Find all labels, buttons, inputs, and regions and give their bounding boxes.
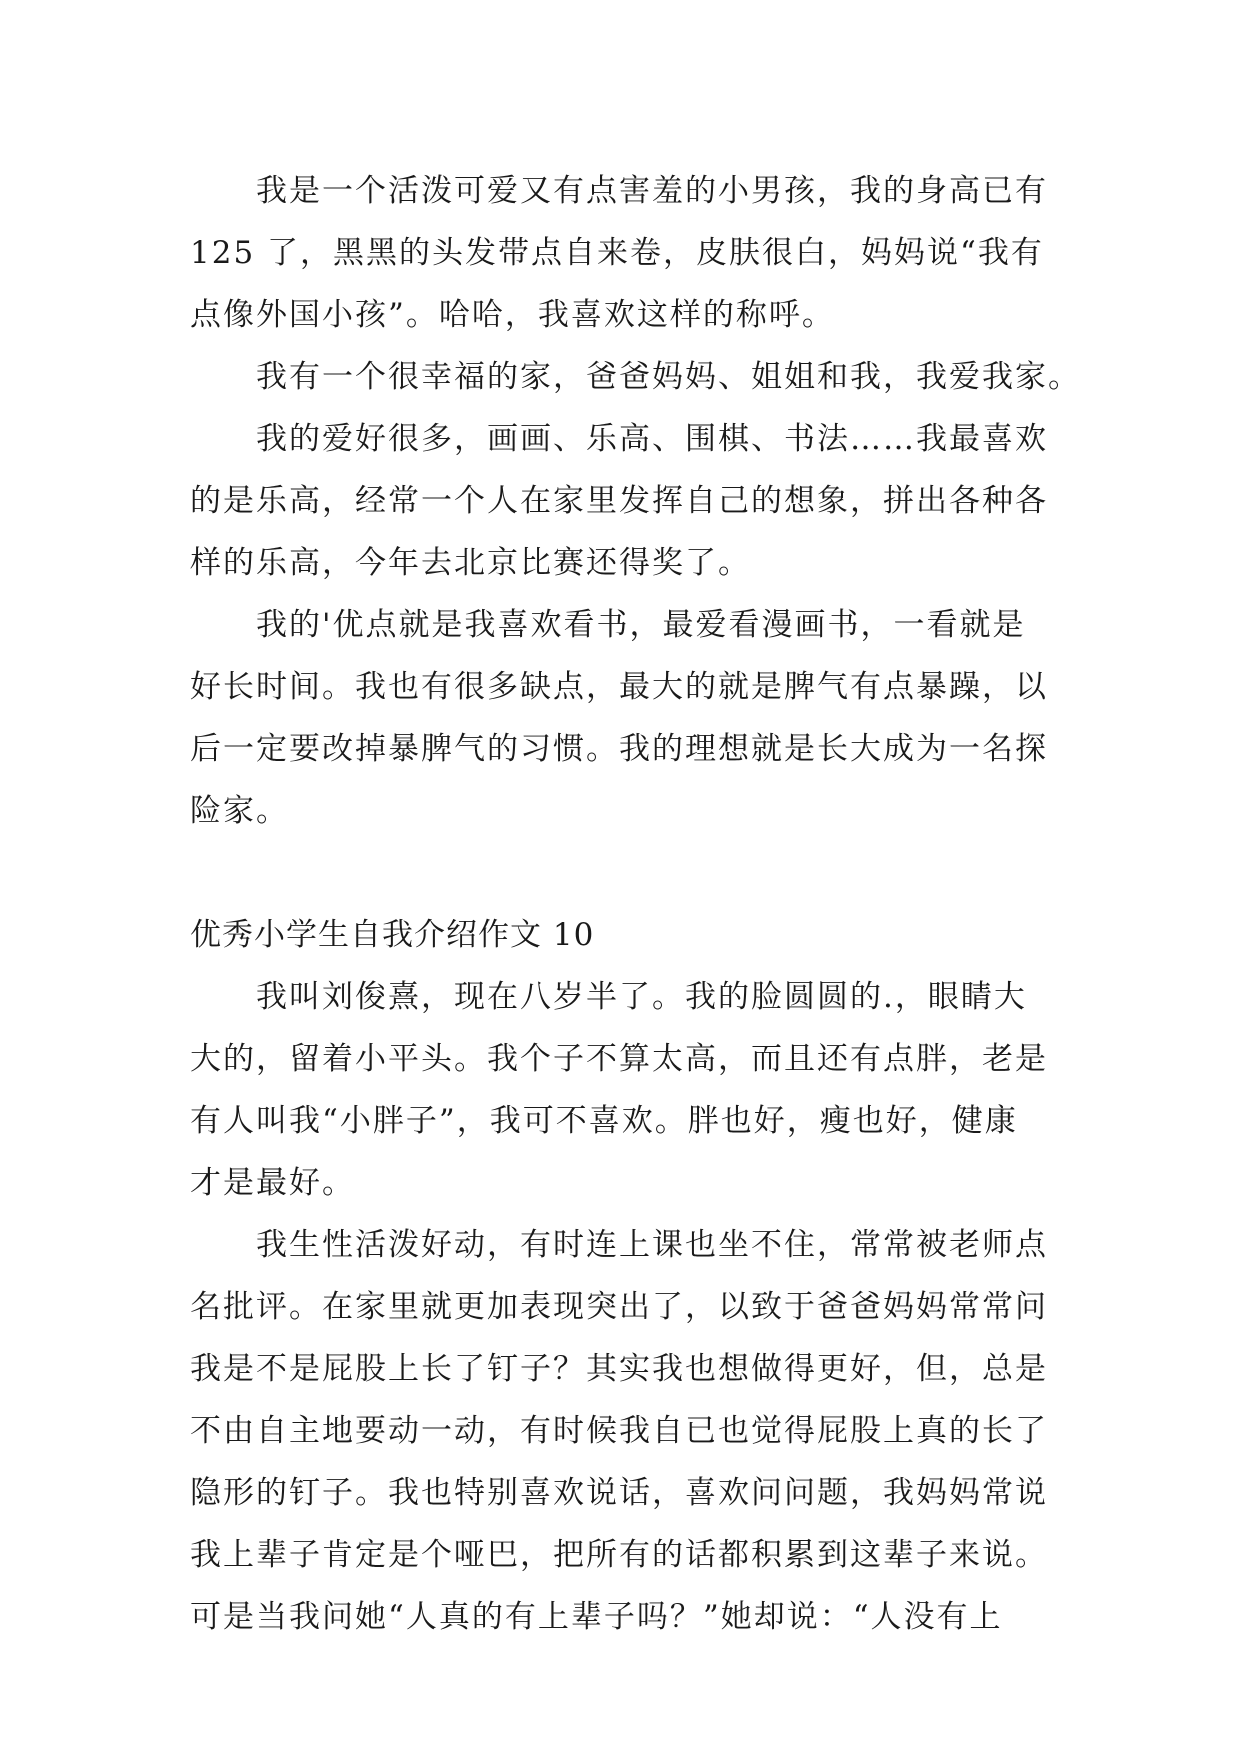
section-spacer bbox=[190, 842, 1070, 904]
text-line: 好长时间。我也有很多缺点，最大的就是脾气有点暴躁，以 bbox=[190, 669, 1048, 705]
text-line: 125 了，黑黑的头发带点自来卷，皮肤很白，妈妈说“我有 bbox=[190, 235, 1044, 271]
paragraph bbox=[190, 1214, 1070, 1648]
text-line: 我是不是屁股上长了钉子？其实我也想做得更好，但，总是 bbox=[190, 1351, 1048, 1387]
text-line: 我有一个很幸福的家，爸爸妈妈、姐姐和我，我爱我家。 bbox=[256, 359, 1081, 395]
text-line: 大的，留着小平头。我个子不算太高，而且还有点胖，老是 bbox=[190, 1041, 1048, 1077]
text-line: 才是最好。 bbox=[190, 1165, 355, 1201]
text-line: 点像外国小孩”。哈哈，我喜欢这样的称呼。 bbox=[190, 297, 835, 333]
paragraph bbox=[190, 160, 1070, 346]
text-line: 我生性活泼好动，有时连上课也坐不住，常常被老师点 bbox=[256, 1227, 1048, 1263]
text-line: 我上辈子肯定是个哑巴，把所有的话都积累到这辈子来说。 bbox=[190, 1537, 1048, 1573]
paragraph bbox=[190, 966, 1070, 1214]
section-title: 优秀小学生自我介绍作文 10 bbox=[190, 917, 595, 953]
text-line: 后一定要改掉暴脾气的习惯。我的理想就是长大成为一名探 bbox=[190, 731, 1048, 767]
text-line: 险家。 bbox=[190, 793, 289, 829]
text-line: 不由自主地要动一动，有时候我自已也觉得屁股上真的长了 bbox=[190, 1413, 1048, 1449]
text-line: 有人叫我“小胖子”，我可不喜欢。胖也好，瘦也好，健康 bbox=[190, 1103, 1018, 1139]
text-line: 的是乐高，经常一个人在家里发挥自己的想象，拼出各种各 bbox=[190, 483, 1048, 519]
text-line: 我是一个活泼可爱又有点害羞的小男孩，我的身高已有 bbox=[256, 173, 1048, 209]
text-line: 可是当我问她“人真的有上辈子吗？”她却说：“人没有上 bbox=[190, 1599, 1003, 1635]
text-line: 名批评。在家里就更加表现突出了，以致于爸爸妈妈常常问 bbox=[190, 1289, 1048, 1325]
text-line: 隐形的钉子。我也特别喜欢说话，喜欢问问题，我妈妈常说 bbox=[190, 1475, 1048, 1511]
text-line: 样的乐高，今年去北京比赛还得奖了。 bbox=[190, 545, 751, 581]
paragraph bbox=[190, 346, 1081, 408]
paragraph bbox=[190, 408, 1070, 594]
text-line: 我的爱好很多，画画、乐高、围棋、书法……我最喜欢 bbox=[256, 421, 1048, 457]
text-line: 我叫刘俊熹，现在八岁半了。我的脸圆圆的.，眼睛大 bbox=[256, 979, 1027, 1015]
paragraph bbox=[190, 594, 1070, 842]
document-body bbox=[190, 160, 1081, 1648]
text-line: 我的'优点就是我喜欢看书，最爱看漫画书，一看就是 bbox=[256, 607, 1026, 643]
